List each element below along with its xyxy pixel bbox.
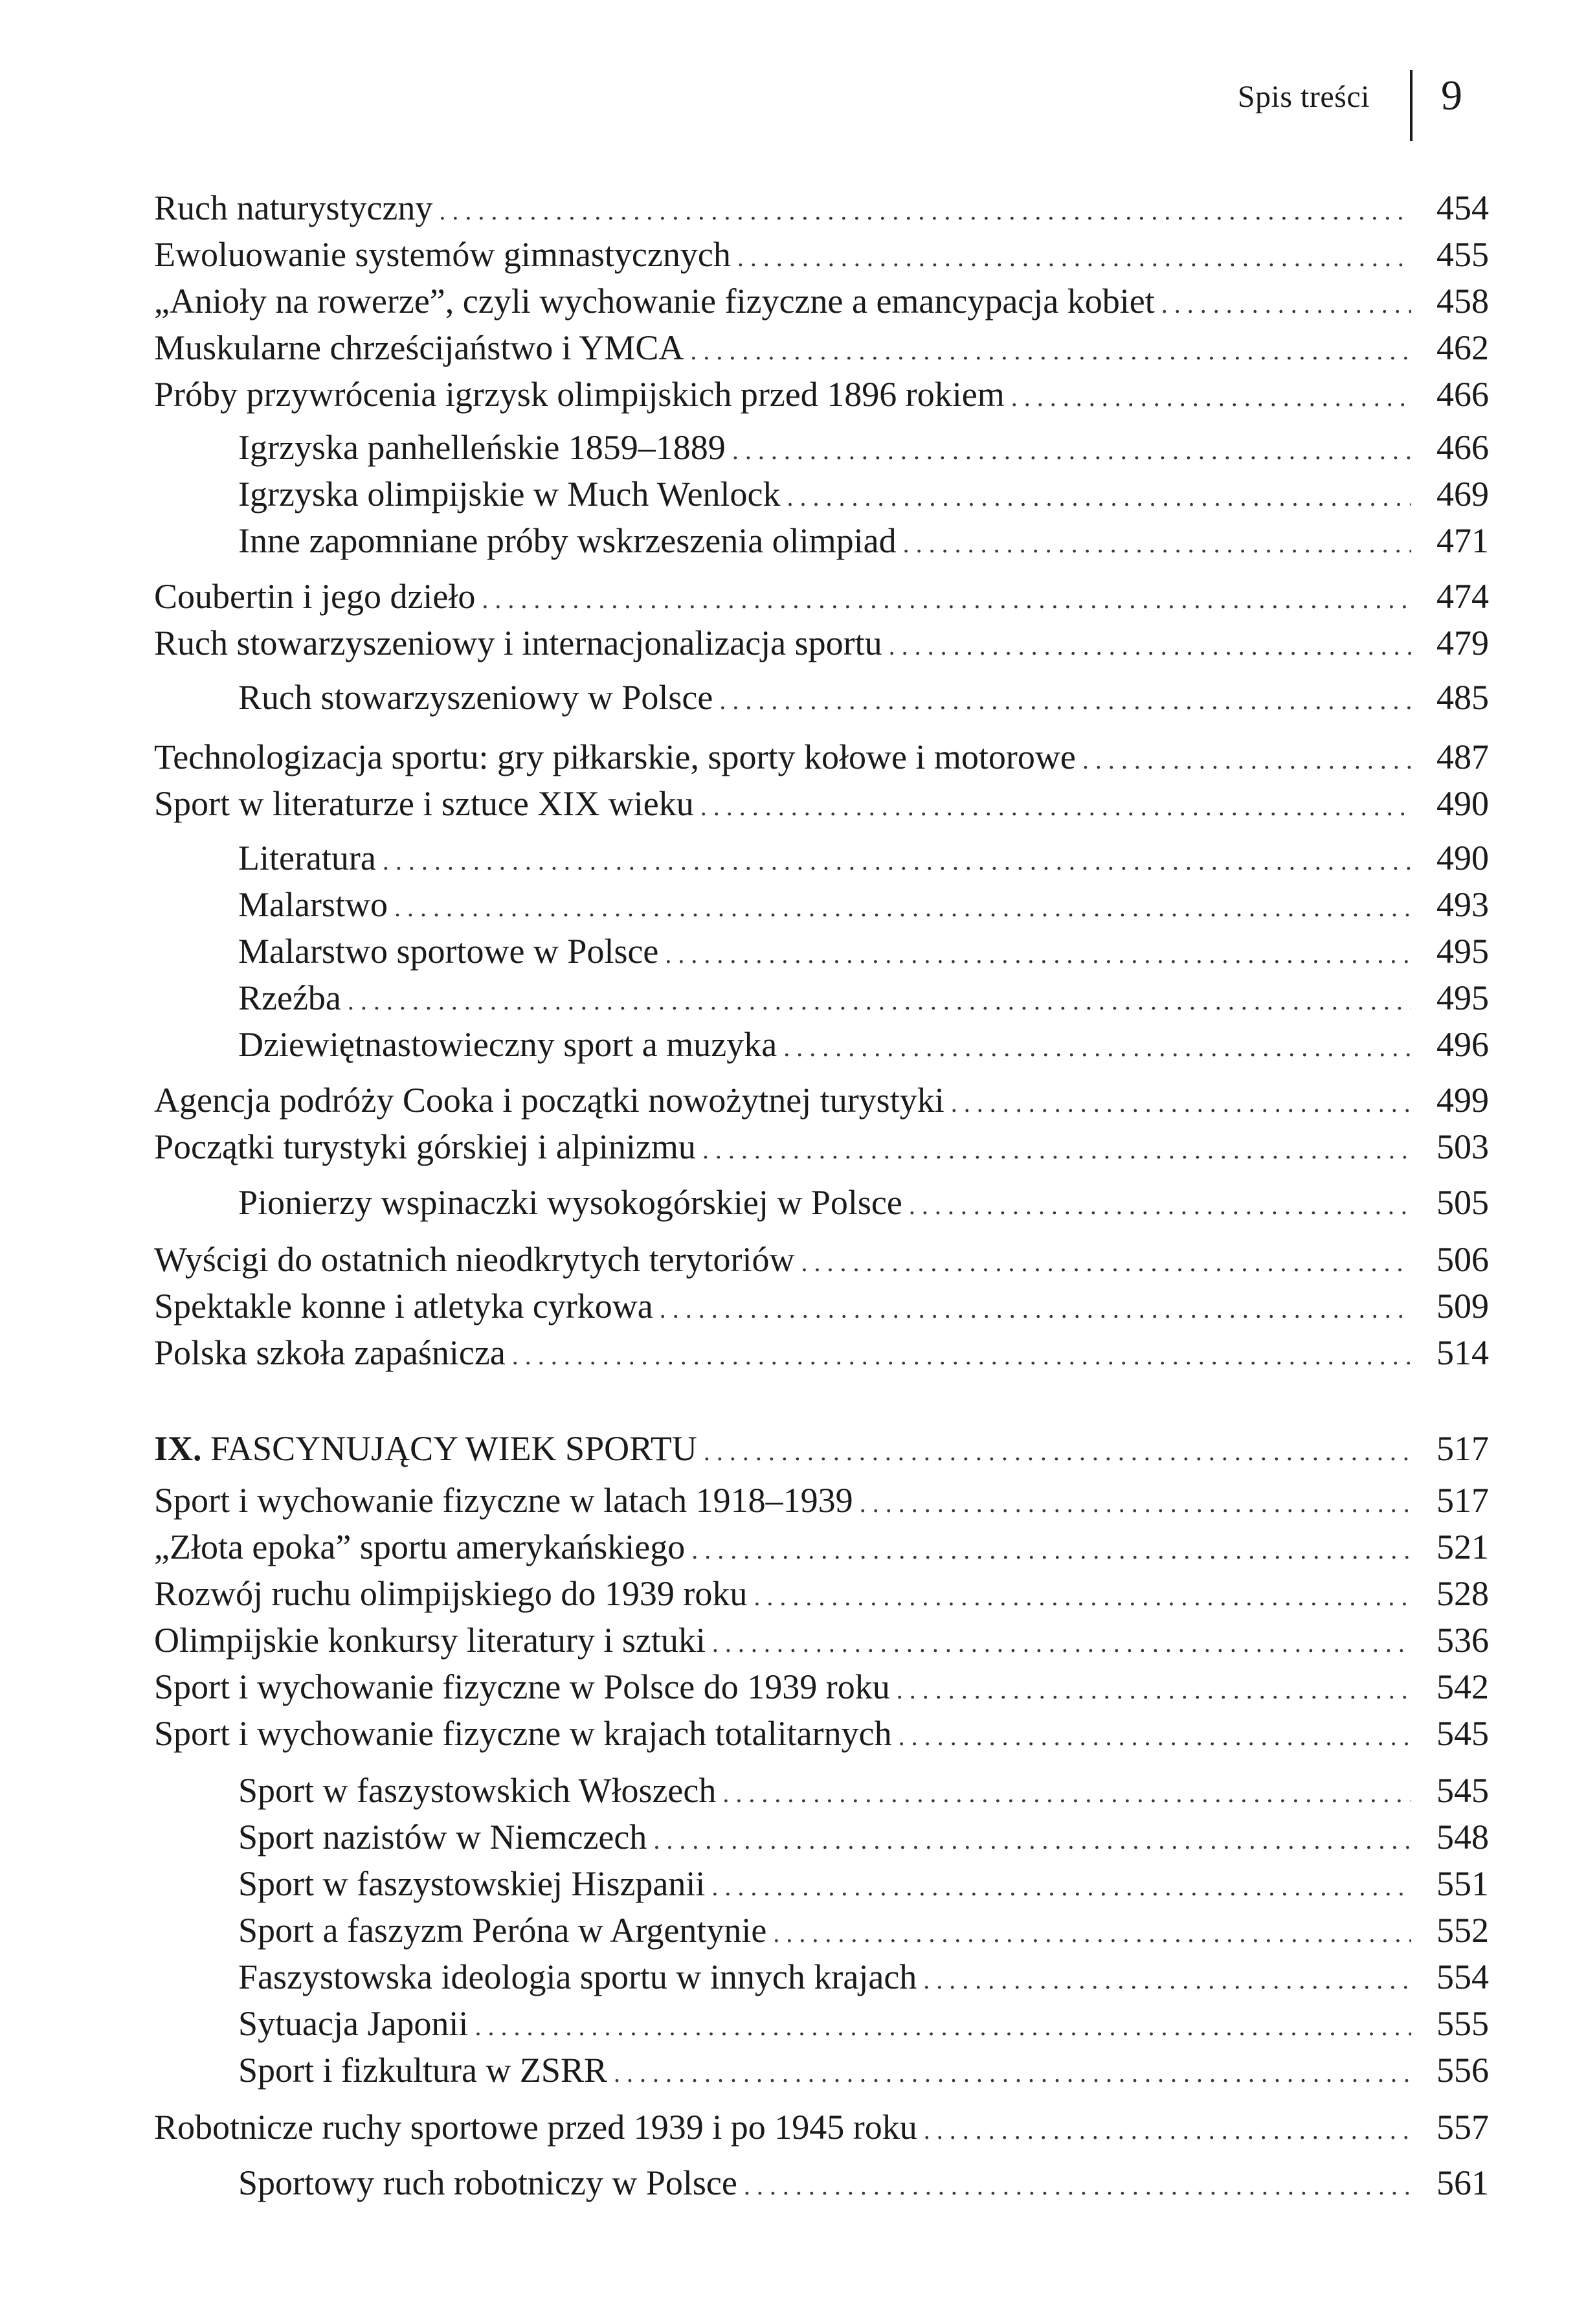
toc-entry-title: Spektakle konne i atletyka cyrkowa xyxy=(154,1287,653,1326)
toc-subentry xyxy=(154,474,1489,521)
toc-entry xyxy=(154,576,1489,623)
toc-entry-page: 454 xyxy=(1436,188,1489,227)
toc-entry-page: 503 xyxy=(1436,1127,1489,1166)
chapter-number: IX. xyxy=(154,1429,202,1468)
toc-entry-page: 509 xyxy=(1436,1287,1489,1326)
leader-dots xyxy=(899,1721,1411,1752)
leader-dots xyxy=(1082,745,1411,775)
toc-entry-title: Malarstwo xyxy=(238,885,388,924)
leader-dots xyxy=(1161,289,1411,319)
toc-entry xyxy=(154,1480,1489,1527)
leader-dots xyxy=(712,1628,1411,1658)
toc-subentry xyxy=(154,1770,1489,1817)
toc-entry-title: Sport w faszystowskiej Hiszpanii xyxy=(238,1864,706,1903)
leader-dots xyxy=(737,242,1411,273)
leader-dots xyxy=(801,1247,1411,1278)
toc-subentry xyxy=(154,2050,1489,2097)
toc-entry xyxy=(154,1286,1489,1333)
toc-entry-title: Sport i fizkultura w ZSRR xyxy=(238,2051,607,2090)
leader-dots xyxy=(711,1871,1411,1902)
toc-entry xyxy=(154,374,1489,421)
chapter-title: FASCYNUJĄCY WIEK SPORTU xyxy=(210,1429,697,1468)
toc-entry-title: Technologizacja sportu: gry piłkarskie, sporty kołowe i motorowe xyxy=(154,738,1076,776)
toc-entry xyxy=(154,1239,1489,1286)
toc-subentry xyxy=(154,521,1489,567)
toc-entry-title: Muskularne chrześcijaństwo i YMCA xyxy=(154,328,684,367)
toc-entry-page: 506 xyxy=(1436,1240,1489,1279)
page-number: 9 xyxy=(1441,72,1462,119)
leader-dots xyxy=(732,435,1411,466)
toc-entry-page: 499 xyxy=(1436,1081,1489,1120)
toc-entry-page: 485 xyxy=(1436,678,1489,717)
toc-entry-title: Malarstwo sportowe w Polsce xyxy=(238,932,659,971)
leader-dots xyxy=(1011,382,1411,412)
toc-entry-title: Coubertin i jego dzieło xyxy=(154,577,476,616)
leader-dots xyxy=(889,631,1411,661)
toc-entry-title: Literatura xyxy=(238,839,376,877)
leader-dots xyxy=(383,846,1411,876)
toc-entry-title: Sportowy ruch robotniczy w Polsce xyxy=(238,2163,737,2202)
leader-dots xyxy=(897,1675,1411,1705)
toc-entry-title: Dziewiętnastowieczny sport a muzyka xyxy=(238,1025,777,1064)
leader-dots xyxy=(783,1032,1411,1063)
toc-entry-title: Początki turystyki górskiej i alpinizmu xyxy=(154,1127,696,1166)
leader-dots xyxy=(653,1825,1411,1855)
toc-entry-title: Rozwój ruchu olimpijskiego do 1939 roku xyxy=(154,1574,748,1613)
leader-dots xyxy=(909,1190,1411,1221)
leader-dots xyxy=(512,1340,1411,1371)
toc-entry-page: 495 xyxy=(1436,932,1489,971)
toc-entry-page: 557 xyxy=(1436,2108,1489,2147)
toc-subentry xyxy=(154,978,1489,1024)
toc-entry-page: 528 xyxy=(1436,1574,1489,1613)
leader-dots xyxy=(773,1918,1411,1948)
toc-entry-page: 455 xyxy=(1436,235,1489,274)
toc-entry xyxy=(154,234,1489,281)
leader-dots xyxy=(923,1965,1411,1995)
toc-entry-title: Robotnicze ruchy sportowe przed 1939 i po 1945 roku xyxy=(154,2108,917,2147)
toc-subentry xyxy=(154,677,1489,724)
toc-entry xyxy=(154,623,1489,670)
leader-dots xyxy=(614,2058,1411,2088)
leader-dots xyxy=(744,2171,1411,2201)
leader-dots xyxy=(482,584,1411,615)
toc-entry-page: 479 xyxy=(1436,624,1489,662)
toc-entry-page: 462 xyxy=(1436,328,1489,367)
toc-entry-title: Polska szkoła zapaśnicza xyxy=(154,1333,506,1372)
toc-entry xyxy=(154,2107,1489,2154)
leader-dots xyxy=(787,482,1411,512)
toc-entry-page: 545 xyxy=(1436,1714,1489,1753)
leader-dots xyxy=(719,685,1411,716)
toc-entry-title: Sport i wychowanie fizyczne w Polsce do 1939 roku xyxy=(154,1667,890,1706)
toc-entry-title: Sport i wychowanie fizyczne w latach 1918–1939 xyxy=(154,1481,853,1520)
leader-dots xyxy=(660,1294,1411,1324)
toc-entry-page: 466 xyxy=(1436,375,1489,414)
toc-entry-title: Sport i wychowanie fizyczne w krajach totalitarnych xyxy=(154,1714,892,1753)
toc-subentry xyxy=(154,2003,1489,2050)
toc-entry-page: 490 xyxy=(1436,839,1489,877)
toc-entry-page: 496 xyxy=(1436,1025,1489,1064)
toc-subentry xyxy=(154,1910,1489,1957)
toc-entry-title: Wyścigi do ostatnich nieodkrytych terytoriów xyxy=(154,1240,795,1279)
toc-entry-page: 471 xyxy=(1436,521,1489,560)
toc-entry xyxy=(154,188,1489,234)
toc-subentry xyxy=(154,1182,1489,1229)
toc-entry xyxy=(154,1667,1489,1713)
toc-entry-title: Rzeźba xyxy=(238,978,341,1017)
toc-entry-page: 554 xyxy=(1436,1957,1489,1996)
toc-entry-title: Sytuacja Japonii xyxy=(238,2004,469,2043)
toc-entry-page: 551 xyxy=(1436,1864,1489,1903)
leader-dots xyxy=(860,1488,1411,1518)
toc-subentry xyxy=(154,2163,1489,2209)
toc-chapter-title xyxy=(154,1428,697,1469)
toc-entry xyxy=(154,1574,1489,1620)
toc-entry-title: „Anioły na rowerze”, czyli wychowanie fizyczne a emancypacja kobiet xyxy=(154,282,1155,321)
leader-dots xyxy=(348,986,1411,1016)
toc-entry-title: Igrzyska olimpijskie w Much Wenlock xyxy=(238,475,781,513)
toc-entry-title: Olimpijskie konkursy literatury i sztuki xyxy=(154,1621,706,1660)
toc-entry xyxy=(154,737,1489,784)
toc-entry xyxy=(154,1127,1489,1173)
toc-entry-title: Igrzyska panhelleńskie 1859–1889 xyxy=(238,428,726,467)
toc-entry xyxy=(154,1713,1489,1760)
leader-dots xyxy=(754,1581,1411,1612)
leader-dots xyxy=(394,892,1411,923)
toc-entry xyxy=(154,1620,1489,1667)
toc-chapter-entry xyxy=(154,1428,1489,1475)
toc-entry-page: 548 xyxy=(1436,1818,1489,1856)
toc-entry-page: 466 xyxy=(1436,428,1489,467)
toc-entry-page: 517 xyxy=(1436,1481,1489,1520)
toc-entry-page: 521 xyxy=(1436,1528,1489,1566)
leader-dots xyxy=(903,528,1411,559)
toc-entry-title: Faszystowska ideologia sportu w innych krajach xyxy=(238,1957,917,1996)
toc-entry-title: Ruch stowarzyszeniowy i internacjonalizacja sportu xyxy=(154,624,882,662)
toc-entry-page: 545 xyxy=(1436,1771,1489,1810)
toc-entry-title: Inne zapomniane próby wskrzeszenia olimpiad xyxy=(238,521,897,560)
toc-entry-page: 536 xyxy=(1436,1621,1489,1660)
toc-subentry xyxy=(154,427,1489,474)
leader-dots xyxy=(475,2011,1411,2042)
toc-entry-title: Agencja podróży Cooka i początki nowożytnej turystyki xyxy=(154,1081,944,1120)
toc-subentry xyxy=(154,1864,1489,1910)
toc-entry-page: 493 xyxy=(1436,885,1489,924)
toc-entry-page: 474 xyxy=(1436,577,1489,616)
toc-entry-page: 458 xyxy=(1436,282,1489,321)
toc-entry-page: 487 xyxy=(1436,738,1489,776)
toc-entry xyxy=(154,1080,1489,1127)
toc-entry-page: 505 xyxy=(1436,1183,1489,1222)
leader-dots xyxy=(722,1778,1411,1809)
header-divider xyxy=(1410,70,1413,141)
toc-entry-title: Sport w literaturze i sztuce XIX wieku xyxy=(154,784,694,823)
toc-entry-page: 490 xyxy=(1436,784,1489,823)
leader-dots xyxy=(924,2115,1411,2145)
toc-subentry xyxy=(154,1817,1489,1864)
toc-entry-title: „Złota epoka” sportu amerykańskiego xyxy=(154,1528,686,1566)
toc-entry xyxy=(154,281,1489,328)
toc-entry-page: 495 xyxy=(1436,978,1489,1017)
toc-entry-page: 556 xyxy=(1436,2051,1489,2090)
leader-dots xyxy=(951,1088,1411,1118)
toc-entry-page: 561 xyxy=(1436,2163,1489,2202)
toc-entry-page: 555 xyxy=(1436,2004,1489,2043)
leader-dots xyxy=(439,196,1411,226)
toc-subentry xyxy=(154,885,1489,931)
toc-entry-title: Ruch naturystyczny xyxy=(154,188,433,227)
toc-entry-title: Ruch stowarzyszeniowy w Polsce xyxy=(238,678,713,717)
toc-entry xyxy=(154,328,1489,374)
toc-entry-title: Sport w faszystowskich Włoszech xyxy=(238,1771,717,1810)
toc-entry-page: 469 xyxy=(1436,475,1489,513)
toc-entry-page: 517 xyxy=(1436,1429,1489,1468)
toc-entry xyxy=(154,1527,1489,1574)
leader-dots xyxy=(691,1535,1411,1565)
leader-dots xyxy=(702,1134,1411,1165)
header-title: Spis treści xyxy=(1237,80,1370,114)
toc-entry-title: Sport a faszyzm Peróna w Argentynie xyxy=(238,1911,767,1950)
toc-subentry xyxy=(154,1024,1489,1071)
running-header xyxy=(1223,70,1495,141)
toc-entry-title: Próby przywrócenia igrzysk olimpijskich przed 1896 rokiem xyxy=(154,375,1005,414)
toc-entry-page: 514 xyxy=(1436,1333,1489,1372)
leader-dots xyxy=(700,791,1411,822)
leader-dots xyxy=(665,939,1411,969)
toc-entry-title: Pionierzy wspinaczki wysokogórskiej w Polsce xyxy=(238,1183,902,1222)
toc-entry-title: Sport nazistów w Niemczech xyxy=(238,1818,647,1856)
toc-subentry xyxy=(154,931,1489,978)
toc-entry xyxy=(154,1333,1489,1379)
leader-dots xyxy=(704,1436,1411,1467)
toc-subentry xyxy=(154,838,1489,885)
leader-dots xyxy=(690,335,1411,366)
toc-subentry xyxy=(154,1957,1489,2003)
toc-entry-page: 542 xyxy=(1436,1667,1489,1706)
toc-entry-page: 552 xyxy=(1436,1911,1489,1950)
toc-entry-title: Ewoluowanie systemów gimnastycznych xyxy=(154,235,731,274)
toc-entry xyxy=(154,784,1489,830)
